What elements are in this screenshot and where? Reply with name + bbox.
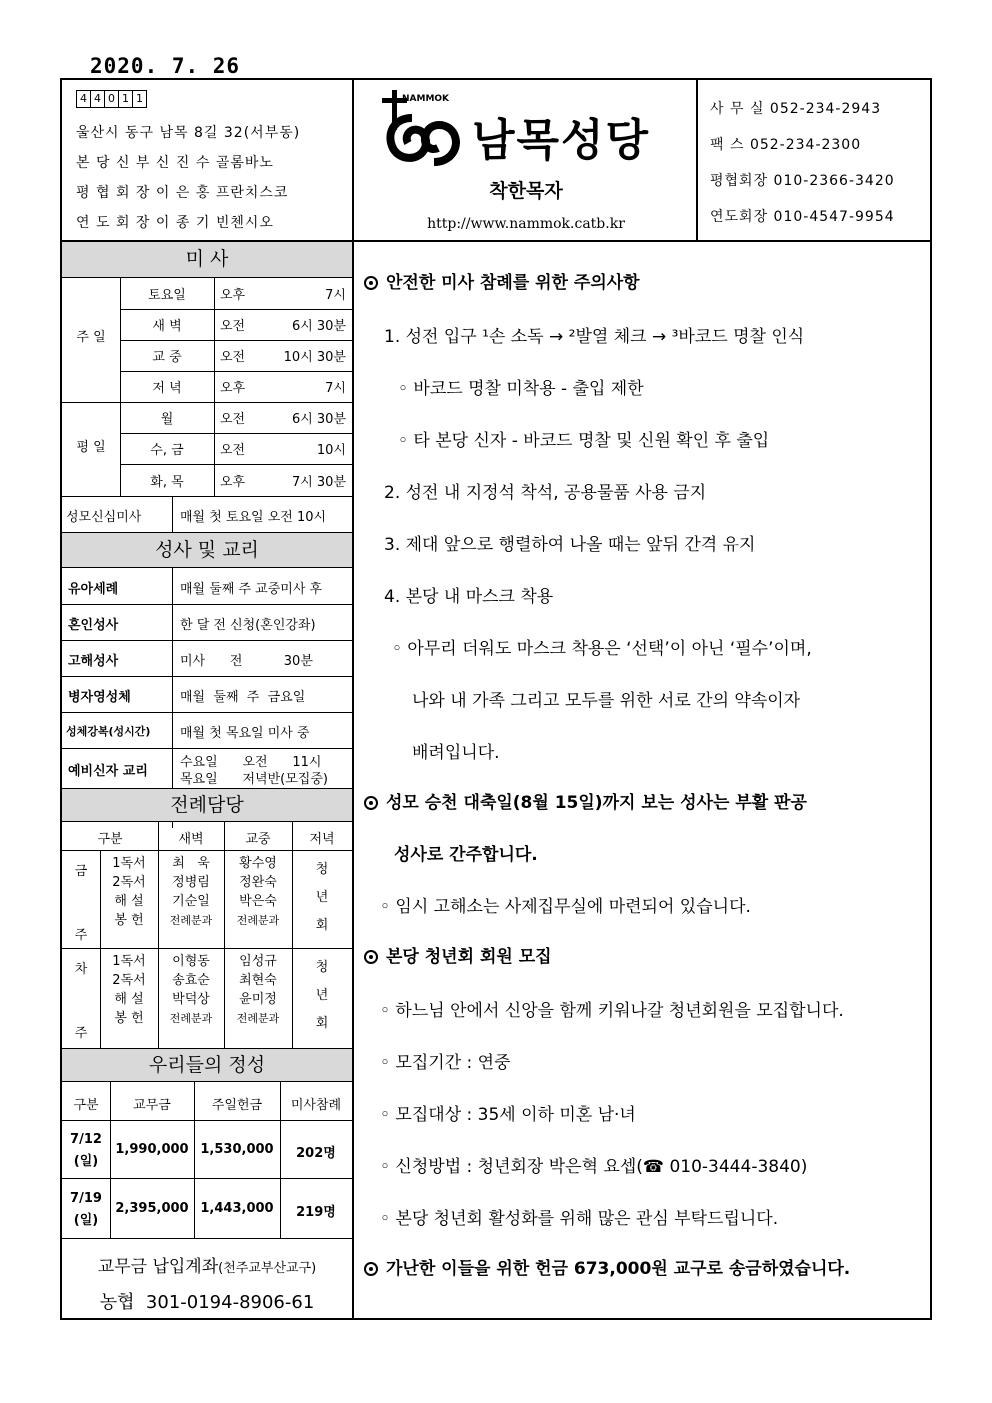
mass-hour: 7시	[325, 381, 346, 396]
parish-name: 남목성당	[472, 115, 651, 166]
mass-title: 미 사	[62, 242, 352, 278]
offering-day: (일)	[73, 1154, 99, 1169]
notice-3-item: ◦ 모집기간 : 연중	[380, 1053, 511, 1073]
mass-hour: 10시 30분	[283, 350, 346, 365]
offering-header: 교무금	[133, 1098, 171, 1113]
mass-day: 교 중	[152, 350, 182, 365]
role: 1독서	[112, 954, 146, 969]
parish-logo	[372, 88, 682, 168]
info-column	[62, 242, 354, 1320]
week-label: 차	[74, 962, 88, 977]
notice-2-item: ◦ 임시 고해소는 사제집무실에 마련되어 있습니다.	[380, 897, 751, 917]
target-bullet-icon	[364, 950, 378, 964]
catechumen-line: 목요일 저녁반(모집중)	[180, 772, 328, 787]
sacrament-name: 고해성사	[68, 654, 119, 669]
role: 1독서	[112, 856, 146, 871]
liturgy-header: 구분	[97, 832, 123, 847]
notice-1-title	[364, 268, 640, 293]
notice-text: 본당 청년회 회원 모집	[386, 947, 552, 967]
offering-attendance: 219명	[296, 1205, 336, 1220]
week-label: 주	[74, 1026, 88, 1041]
person: 회	[315, 1016, 329, 1031]
notice-1-item-1a: ◦ 바코드 명찰 미착용 - 출입 제한	[398, 379, 644, 399]
role: 봉 헌	[114, 913, 144, 928]
mass-hour: 6시 30분	[291, 412, 346, 427]
address: 울산시 동구 남목 8길 32(서부동)	[76, 125, 301, 141]
account-number: 농협 301-0194-8906-61	[99, 1292, 315, 1313]
main-names	[224, 952, 292, 1028]
offerings-title: 우리들의 정성	[62, 1048, 352, 1082]
role: 해 설	[114, 894, 144, 909]
person: 최 욱	[172, 856, 210, 871]
zip-digit: 1	[132, 90, 147, 108]
parish-url[interactable]: http://www.nammok.catb.kr	[427, 216, 625, 232]
notice-1-item-4a: ◦ 아무리 더워도 마스크 착용은 ‘선택’이 아닌 ‘필수’이며,	[392, 639, 812, 659]
offering-collection: 1,443,000	[200, 1201, 274, 1216]
liturgy-roles	[100, 854, 158, 930]
notice-1-item-4b: 나와 내 가족 그리고 모두를 위한 서로 간의 약속이자	[412, 691, 801, 711]
liturgy-header: 새벽	[178, 832, 204, 847]
zip-code	[76, 90, 146, 108]
bulletin-sheet	[60, 78, 932, 1320]
mass-hour: 6시 30분	[291, 319, 346, 334]
offering-date: 7/19	[70, 1191, 102, 1206]
person: 임성규	[239, 954, 277, 969]
contact-council: 평협회장 010-2366-3420	[710, 173, 895, 189]
pastor: 본 당 신 부 신 진 수 골롬바노	[76, 155, 274, 171]
masthead	[354, 80, 698, 242]
mass-time: 오후	[220, 288, 246, 303]
sacrament-name: 병자영성체	[68, 690, 131, 705]
mass-hour: 7시	[325, 288, 346, 303]
person: 윤미정	[239, 992, 277, 1007]
notice-1-item-1: 1. 성전 입구 ¹손 소독 → ²발열 체크 → ³바코드 명찰 인식	[384, 327, 805, 347]
sacrament-value: 매월 둘째 주 교중미사 후	[180, 582, 323, 597]
notice-4-title	[364, 1254, 850, 1279]
sunday-label: 주 일	[76, 330, 106, 345]
notice-3-title	[364, 942, 552, 967]
account-title-text: 교무금 납입계좌	[97, 1257, 219, 1277]
person: 황수영	[239, 856, 277, 871]
notice-2-title-cont: 성사로 간주합니다.	[394, 845, 538, 865]
mass-time: 오전	[220, 443, 246, 458]
contact-yeondo: 연도회장 010-4547-9954	[710, 209, 895, 225]
person: 전례분과	[169, 1012, 213, 1025]
weekday-label: 평 일	[76, 440, 106, 455]
notice-text: 가난한 이들을 위한 헌금 673,000원 교구로 송금하였습니다.	[386, 1259, 851, 1279]
zip-digit: 1	[118, 90, 133, 108]
council-chair: 평 협 회 장 이 은 홍 프란치스코	[76, 185, 289, 201]
mass-day: 화, 목	[150, 475, 184, 490]
catechumen-label: 예비신자 교리	[68, 764, 148, 779]
person: 청	[315, 960, 329, 975]
notice-3-item: ◦ 하느님 안에서 신앙을 함께 키워나갈 청년회원을 모집합니다.	[380, 1001, 844, 1021]
role: 봉 헌	[114, 1011, 144, 1026]
notices	[354, 242, 932, 1320]
mass-day: 새 벽	[152, 319, 182, 334]
role: 해 설	[114, 992, 144, 1007]
sacrament-name: 성체강복(성시간)	[66, 725, 151, 738]
person: 청	[315, 862, 329, 877]
yeondo-chair: 연 도 회 장 이 종 기 빈첸시오	[76, 215, 274, 231]
mass-hour: 7시 30분	[291, 475, 346, 490]
offering-dues: 1,990,000	[115, 1142, 189, 1157]
contact-info	[698, 80, 932, 242]
parish-info	[62, 80, 354, 242]
liturgy-title: 전례담당	[62, 788, 352, 822]
cross-logo-icon	[372, 88, 472, 168]
role: 2독서	[112, 973, 146, 988]
liturgy-header: 교중	[245, 832, 271, 847]
mass-hour: 10시	[316, 443, 346, 458]
notice-1-item-1b: ◦ 타 본당 신자 - 바코드 명찰 및 신원 확인 후 출입	[398, 431, 770, 451]
zip-digit: 4	[90, 90, 105, 108]
mass-day: 토요일	[148, 288, 186, 303]
sacrament-name: 유아세례	[68, 582, 119, 597]
account-title	[62, 1252, 352, 1277]
person: 전례분과	[236, 1012, 280, 1025]
week-label: 금	[74, 864, 88, 879]
person: 정병림	[172, 875, 210, 890]
target-bullet-icon	[364, 276, 378, 290]
notice-text: 안전한 미사 참례를 위한 주의사항	[386, 273, 640, 293]
evening-names	[292, 856, 352, 940]
mass-day: 월	[160, 412, 174, 427]
sacraments-title: 성사 및 교리	[62, 532, 352, 568]
notice-3-item: ◦ 본당 청년회 활성화를 위해 많은 관심 부탁드립니다.	[380, 1209, 779, 1229]
zip-digit: 4	[76, 90, 91, 108]
dawn-names	[158, 952, 224, 1028]
dawn-names	[158, 854, 224, 930]
sacred-heart-label: 성모신심미사	[66, 510, 142, 525]
main-names	[224, 854, 292, 930]
mass-time: 오후	[220, 381, 246, 396]
mass-day: 저 녁	[152, 381, 182, 396]
liturgy-header: 저녁	[309, 832, 335, 847]
evening-names	[292, 954, 352, 1038]
person: 이형동	[172, 954, 210, 969]
contact-fax: 팩 스 052-234-2300	[710, 137, 862, 153]
person: 전례분과	[169, 914, 213, 927]
mass-time: 오후	[220, 475, 246, 490]
offering-dues: 2,395,000	[115, 1201, 189, 1216]
sacred-heart-value: 매월 첫 토요일 오전 10시	[180, 510, 327, 525]
person: 송효순	[172, 973, 210, 988]
sacrament-value: 매월 둘째 주 금요일	[180, 690, 306, 705]
sacrament-name: 혼인성사	[68, 618, 119, 633]
role: 2독서	[112, 875, 146, 890]
offering-date: 7/12	[70, 1132, 102, 1147]
notice-1-item-4c: 배려입니다.	[412, 743, 500, 763]
zip-digit: 0	[104, 90, 119, 108]
liturgy-roles	[100, 952, 158, 1028]
mass-time: 오전	[220, 350, 246, 365]
offering-collection: 1,530,000	[200, 1142, 274, 1157]
notice-1-item-2: 2. 성전 내 지정석 착석, 공용물품 사용 금지	[384, 483, 707, 503]
person: 회	[315, 918, 329, 933]
person: 년	[315, 988, 329, 1003]
person: 정완숙	[239, 875, 277, 890]
person: 최현숙	[239, 973, 277, 988]
offering-day: (일)	[73, 1213, 99, 1228]
account-diocese: (천주교부산교구)	[218, 1261, 317, 1276]
sacrament-value: 한 달 전 신청(혼인강좌)	[180, 618, 316, 633]
sacrament-value: 매월 첫 목요일 미사 중	[180, 726, 310, 741]
person: 년	[315, 890, 329, 905]
logo-small-text: NAMMOK	[402, 94, 450, 104]
mass-time: 오전	[220, 412, 246, 427]
bulletin-date: 2020. 7. 26	[90, 54, 241, 78]
offering-header: 주일헌금	[211, 1098, 263, 1113]
person: 박덕상	[172, 992, 210, 1007]
person: 기순일	[172, 894, 210, 909]
notice-3-item: ◦ 모집대상 : 35세 이하 미혼 남·녀	[380, 1105, 636, 1125]
target-bullet-icon	[364, 1262, 378, 1276]
offering-attendance: 202명	[296, 1146, 336, 1161]
notice-1-item-4: 4. 본당 내 마스크 착용	[384, 587, 554, 607]
bulletin-subtitle: 착한목자	[489, 180, 563, 202]
week-label: 주	[74, 928, 88, 943]
person: 전례분과	[236, 914, 280, 927]
catechumen-line: 수요일 오전 11시	[180, 755, 322, 770]
target-bullet-icon	[364, 796, 378, 810]
offering-header: 구분	[73, 1098, 99, 1113]
notice-text: 성모 승천 대축일(8월 15일)까지 보는 성사는 부활 판공	[386, 793, 807, 813]
mass-day: 수, 금	[150, 443, 184, 458]
notice-1-item-3: 3. 제대 앞으로 행렬하여 나올 때는 앞뒤 간격 유지	[384, 535, 756, 555]
offering-header: 미사참례	[290, 1098, 342, 1113]
notice-2-title	[364, 788, 807, 813]
person: 박은숙	[239, 894, 277, 909]
mass-time: 오전	[220, 319, 246, 334]
notice-3-item: ◦ 신청방법 : 청년회장 박은혁 요셉(☎ 010-3444-3840)	[380, 1157, 808, 1177]
sacrament-value: 미사 전 30분	[180, 654, 313, 669]
contact-office: 사 무 실 052-234-2943	[710, 101, 882, 117]
